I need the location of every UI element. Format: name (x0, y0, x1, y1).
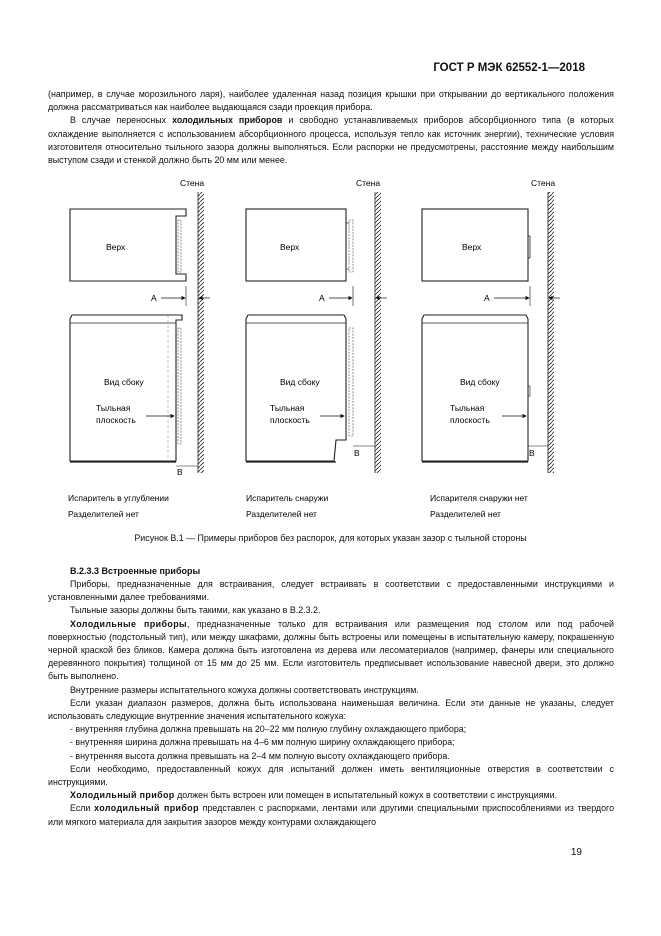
side-view-label: Вид сбоку (460, 377, 500, 387)
list-item: - внутренняя глубина должна превышать на 20–22 мм полную глубину охлаждающего прибора; (70, 724, 467, 735)
section-paragraph-8: Если холодильный прибор представлен с распорками, лентами или другими специальными приспособлениями из твердого или мягкого материала для закрытия зазоров между контурами охлаждающего (48, 803, 615, 827)
figure-caption: Рисунок В.1 — Примеры приборов без распорок, для которых указан зазор с тыльной стороны (134, 533, 527, 543)
wall-label: Стена (180, 178, 205, 188)
panel-2-caption-2: Разделителей нет (246, 509, 317, 519)
section-paragraph-1: Приборы, предназначенные для встраивания, следует встраивать в соответствии с предоставленными инструкциями и установленными далее требованиями. (48, 579, 614, 603)
top-view-label: Верх (106, 242, 126, 252)
section-paragraph-4: Внутренние размеры испытательного кожуха должны соответствовать инструкциям. (70, 684, 419, 695)
dimension-b-label: B (529, 448, 535, 458)
page-number: 19 (570, 847, 582, 858)
document-header: ГОСТ Р МЭК 62552-1—2018 (433, 62, 585, 74)
panel-3-caption-2: Разделителей нет (430, 509, 501, 519)
dimension-a-label: A (151, 293, 157, 303)
section-title: В.2.3.3 Встроенные приборы (70, 566, 201, 576)
dimension-b-label: B (354, 448, 360, 458)
back-plane-label-1: Тыльная (96, 403, 131, 413)
intro-paragraph-2: В случае переносных холодильных приборов и свободно устанавливаемых приборов абсорбционного типа (в которых охлаждение выполняется с использованием абсорбционного процесса, используя тепло как источник энергии), технические условия изготовителя относительно тыльного зазора должны выполняться. Если распорки не предусмотрены, расстояние между наибольшим выступом сзади и стенкой должно быть 20 мм или менее. (48, 115, 614, 166)
dimension-a-label: A (484, 293, 490, 303)
back-plane-label-2: плоскость (270, 415, 310, 425)
section-paragraph-2: Тыльные зазоры должны быть такими, как указано в В.2.3.2. (70, 605, 321, 616)
figure-drawing (48, 178, 614, 528)
section-paragraph-5: Если указан диапазон размеров, должна быть использована наименьшая величина. Если эти данные не указаны, следует использовать следующие внутренние значения испытательного кожуха: (48, 697, 614, 722)
back-plane-label-1: Тыльная (450, 403, 485, 413)
side-view-label: Вид сбоку (280, 377, 320, 387)
side-view-label: Вид сбоку (104, 377, 144, 387)
list-item: - внутренняя высота должна превышать на 2–4 мм полную высоту охлаждающего прибора. (70, 750, 450, 761)
dimension-a-label: A (319, 293, 325, 303)
intro-paragraph-1: (например, в случае морозильного ларя), наиболее удаленная назад позиция крышки при открывании до вертикального положения должна рассматриваться как наиболее выдающаяся сзади проекция прибора. (48, 89, 614, 113)
panel-2-caption-1: Испаритель снаружи (246, 493, 329, 503)
top-view-label: Верх (462, 242, 482, 252)
panel-3-caption-1: Испарителя снаружи нет (430, 493, 528, 503)
section-paragraph-3: Холодильные приборы, предназначенные только для встраивания или размещения под столом или под рабочей поверхностью (подстольный тип), или между шкафами, должны быть встроены или помещены в испытательную камеру, покрашенную черной краской без бликов. Камера должна быть изготовлена из дерева или лесоматериалов (например, фанеры или специального деревянного покрытия) толщиной от 15 мм до 25 мм. Если изготовитель предписывает использование навесной двери, это должно быть выполнено. (48, 618, 614, 682)
panel-recessed-evaporator (68, 178, 210, 519)
list-item: - внутренняя ширина должна превышать на 4–6 мм полную ширину охлаждающего прибора; (70, 737, 455, 748)
wall-label: Стена (356, 178, 381, 188)
back-plane-label-1: Тыльная (270, 403, 305, 413)
panel-no-external-evaporator (422, 178, 560, 519)
section-body (48, 578, 614, 829)
panel-1-caption-1: Испаритель в углублении (68, 493, 169, 503)
section-paragraph-6: Если необходимо, предоставленный кожух для испытаний должен иметь вентиляционные отверстия в соответствии с инструкциями. (48, 763, 614, 788)
dimension-b-label: B (177, 467, 183, 477)
back-plane-label-2: плоскость (450, 415, 490, 425)
panel-1-caption-2: Разделителей нет (68, 509, 139, 519)
back-plane-label-2: плоскость (96, 415, 136, 425)
figure-b1 (48, 178, 614, 528)
intro-text (48, 88, 614, 167)
top-view-label: Верх (280, 242, 300, 252)
section-paragraph-7: Холодильный прибор должен быть встроен или помещен в испытательный кожух в соответствии с инструкциями. (70, 790, 558, 801)
panel-external-evaporator (246, 178, 387, 519)
wall-label: Стена (531, 178, 556, 188)
